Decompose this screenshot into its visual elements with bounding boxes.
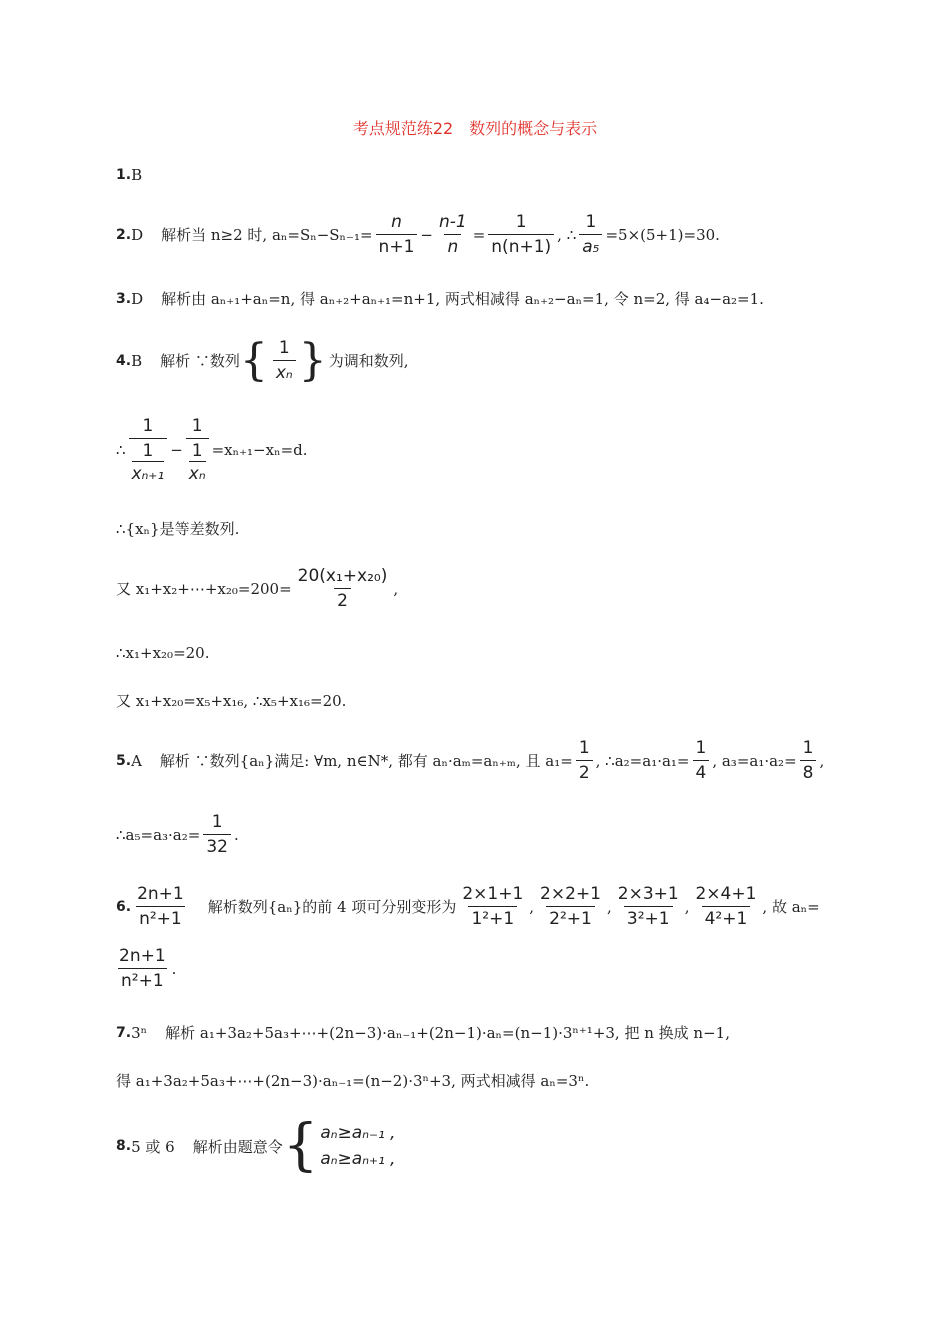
explanation-text: ,: [819, 751, 825, 770]
explanation-text: ∴a₅=a₃·a₂=: [116, 825, 201, 844]
fraction: $\frac{1}{32}$: [203, 812, 231, 857]
answer-value: 3ⁿ: [131, 1023, 148, 1042]
explanation-text: ∴{xₙ}是等差数列.: [116, 520, 240, 538]
operator: =: [472, 225, 486, 244]
left-brace: {: [282, 1113, 319, 1178]
answer-choice: D: [131, 289, 144, 308]
page-title: 考点规范练22 数列的概念与表示: [352, 119, 598, 138]
item-number: 4.: [116, 352, 132, 369]
item-number: 6.: [116, 898, 132, 915]
left-brace: {: [239, 334, 268, 386]
explanation-text: 解析数列{aₙ}的前 4 项可分别变形为: [207, 898, 457, 916]
explanation-text: 解析当 n≥2 时, aₙ=Sₙ−Sₙ₋₁=: [161, 226, 373, 244]
explanation-text: 解析由 aₙ₊₁+aₙ=n, 得 aₙ₊₂+aₙ₊₁=n+1, 两式相减得 aₙ₊₂−aₙ=1, 令 n=2, 得 a₄−a₂=1.: [161, 290, 764, 308]
therefore-symbol: ∴: [116, 441, 126, 459]
explanation-text: 为调和数列,: [328, 352, 409, 370]
explanation-text: 又 x₁+x₂+⋯+x₂₀=200=: [116, 580, 292, 598]
fraction: $\frac{1}{8}$: [800, 738, 817, 783]
answer-5: [116, 738, 824, 783]
answer-choice: A: [131, 751, 142, 770]
fraction: $\frac{2\times 3+1}{\text{3²+1}}$: [617, 884, 679, 929]
answer-3: [116, 288, 764, 309]
answer-1: [116, 166, 142, 184]
answer-value: 5 或 6: [131, 1137, 175, 1156]
explanation-text: 解析 ∵数列{aₙ}满足: ∀m, n∈N*, 都有 aₙ·aₘ=aₙ₊ₘ, 且 a₁=: [159, 752, 573, 770]
explanation-text: ∴x₁+x₂₀=20.: [116, 644, 210, 662]
item-number: 8.: [116, 1138, 132, 1154]
answer-4-step-4: [116, 644, 210, 662]
fraction: $\frac{2\times 1+1}{\text{1²+1}}$: [462, 884, 524, 929]
compound-fraction: 1 1 xₙ: [186, 416, 209, 484]
fraction: $\frac{1}{n(n+1)}$: [488, 212, 554, 257]
item-number: 1.: [116, 167, 132, 183]
inequality-row: aₙ≥aₙ₋₁ ,: [320, 1123, 396, 1143]
fraction: $\frac{n-1}{n}$: [438, 212, 467, 257]
answer-choice: B: [131, 166, 143, 184]
answer-7-step-1: [116, 1070, 589, 1091]
answer-4-step-5: [116, 690, 346, 711]
explanation-text: ,: [393, 579, 399, 598]
fraction: $\frac{2n+1}{\text{n²+1}}$: [119, 946, 166, 991]
answer-8: [116, 1113, 396, 1178]
fraction: $\frac{2\times 4+1}{\text{4²+1}}$: [695, 884, 757, 929]
explanation-text: 得 a₁+3a₂+5a₃+⋯+(2n−3)·aₙ₋₁=(n−2)·3ⁿ+3, 两式相减得 aₙ=3ⁿ.: [116, 1072, 590, 1090]
explanation-text: 又 x₁+x₂₀=x₅+x₁₆, ∴x₅+x₁₆=20.: [116, 692, 347, 710]
answer-choice: D: [131, 225, 144, 244]
explanation-text: 解析 ∵数列: [160, 352, 240, 370]
compound-fraction: 1 1 xₙ₊₁: [129, 416, 168, 484]
answer-choice: B: [131, 351, 143, 370]
explanation-text: =5×(5+1)=30.: [605, 225, 720, 244]
fraction: $\frac{1}{4}$: [693, 738, 710, 783]
operator: −: [170, 441, 183, 459]
answer-4: [116, 334, 409, 386]
explanation-text: , ∴: [557, 225, 577, 244]
answer-6-step-1: [116, 946, 176, 991]
explanation-text: 解析由题意令: [192, 1137, 283, 1156]
explanation-text: .: [233, 825, 239, 844]
item-number: 5.: [116, 752, 132, 769]
fraction: $\frac{1}{\text{xₙ}}$: [273, 338, 296, 383]
explanation-text: , 故 aₙ=: [762, 898, 820, 916]
fraction: $\frac{1}{2}$: [576, 738, 593, 783]
explanation-text: , ∴a₂=a₁·a₁=: [595, 751, 690, 770]
answer-4-step-3: [116, 566, 398, 611]
fraction: $\frac{2\times 2+1}{\text{2²+1}}$: [540, 884, 601, 929]
fraction: $\frac{\text{20(x₁+x₂₀)}}{2}$: [297, 566, 388, 611]
item-number: 7.: [116, 1024, 132, 1041]
explanation-text: 解析 a₁+3a₂+5a₃+⋯+(2n−3)·aₙ₋₁+(2n−1)·aₙ=(n−1)·3ⁿ⁺¹+3, 把 n 换成 n−1,: [165, 1024, 730, 1042]
inequality-row: aₙ≥aₙ₊₁ ,: [320, 1149, 396, 1169]
answer-2: [116, 212, 720, 257]
fraction: $\frac{n}{n+1}$: [376, 212, 418, 257]
item-number: 3.: [116, 290, 132, 307]
inequality-system: [320, 1120, 395, 1172]
item-number: 2.: [116, 226, 132, 243]
right-brace: }: [298, 334, 327, 386]
answer-6: 6. $\frac{2n+1}{\text{n²+1}}$ 解析数列{aₙ}的前 4 项可分别变形为 $\frac{2\times 1+1}{\text{1²+1}}$ , $\frac{2\times 2+1}{\text{2²+1}}$ , $\frac{2\times 3+1}{\text{3²+1}}$ , $\frac{2\times 4+1}{\text{4²+1}}$ , 故 aₙ=: [116, 884, 820, 929]
explanation-text: , a₃=a₁·a₂=: [712, 751, 797, 770]
answer-4-step-2: [116, 518, 239, 539]
operator: −: [420, 225, 433, 244]
answer-5-step-1: [116, 812, 239, 857]
explanation-text: .: [171, 959, 177, 978]
answer-4-step-1: [116, 416, 308, 484]
answer-fraction: $\frac{2n+1}{\text{n²+1}}$: [137, 884, 184, 929]
answer-7: [116, 1022, 730, 1043]
explanation-text: =xₙ₊₁−xₙ=d.: [211, 441, 308, 459]
fraction: $\frac{1}{\text{a₅}}$: [579, 212, 602, 257]
